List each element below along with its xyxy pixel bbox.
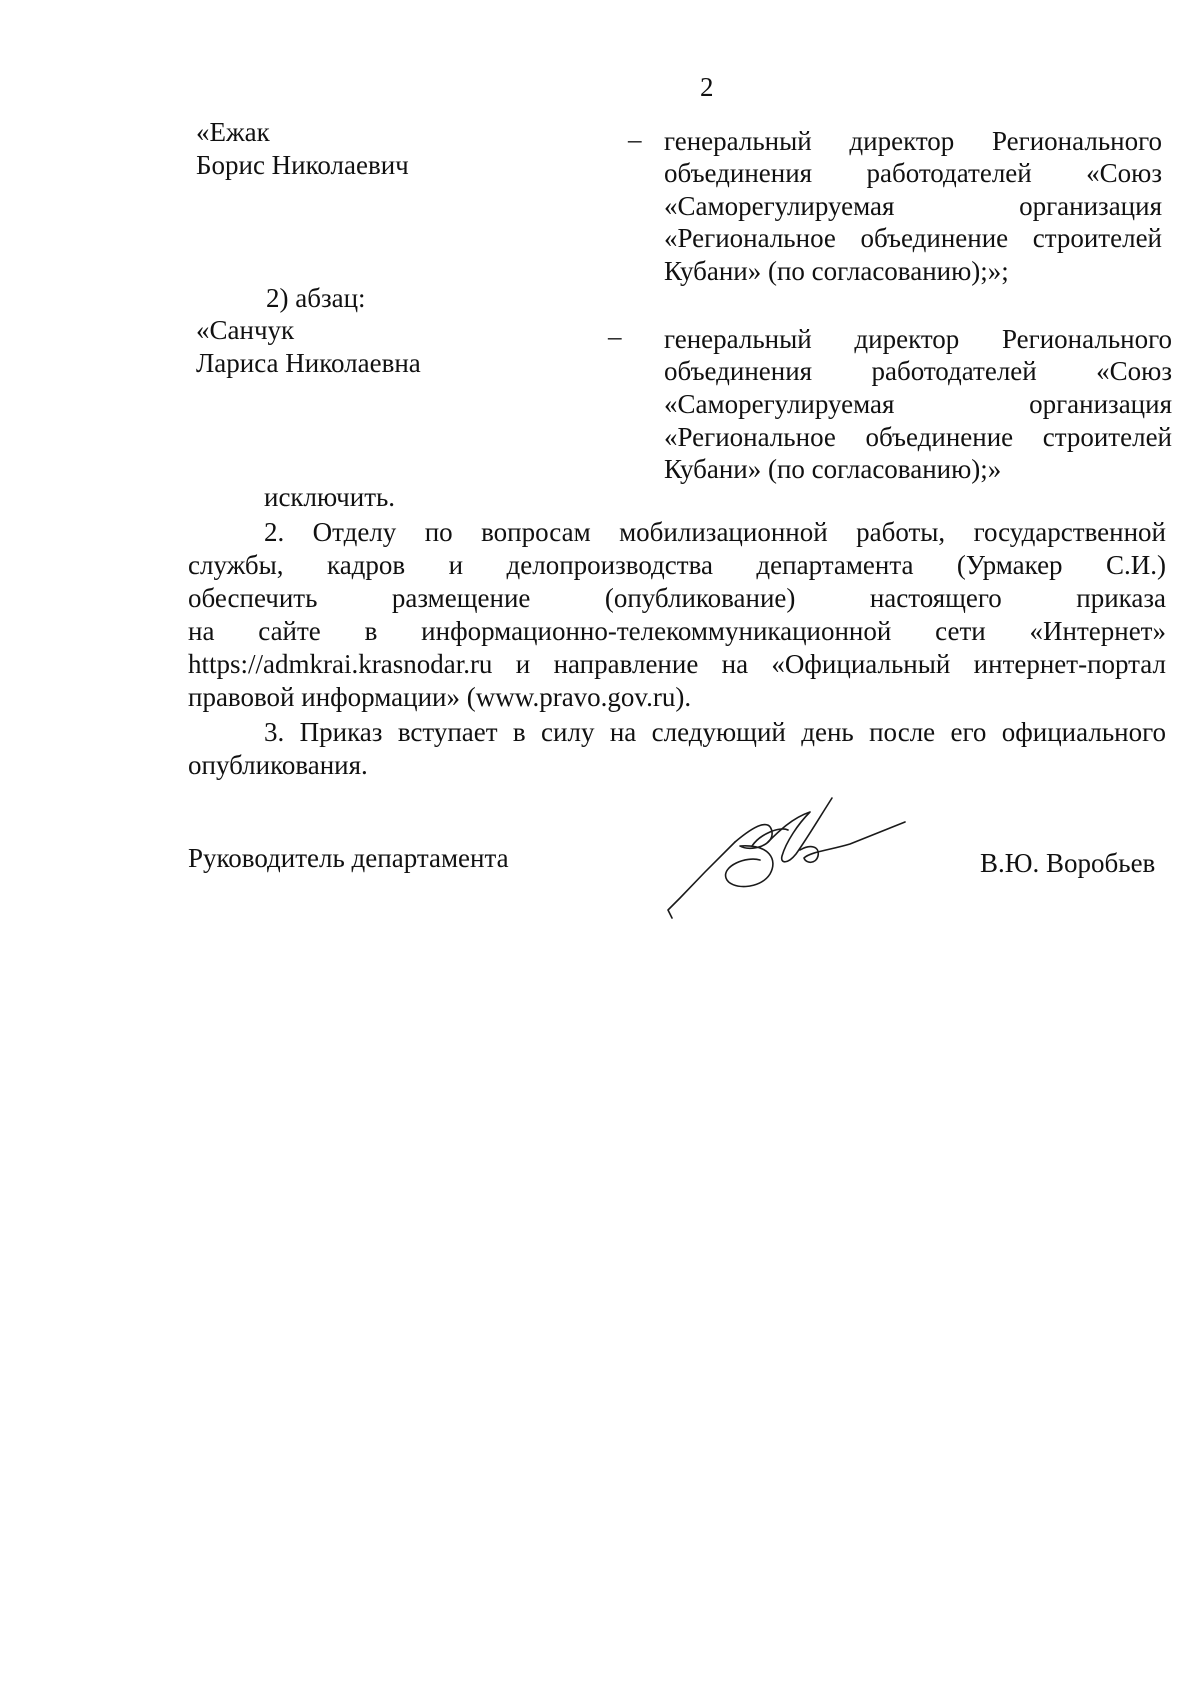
paragraph2-line: службы, кадров и делопроизводства департамента (Урмакер С.И.) (188, 550, 1166, 580)
entry2-desc-line: генеральный директор Регионального (664, 324, 1172, 354)
exclude-text: исключить. (264, 482, 396, 512)
entry2-desc-line: объединения работодателей «Союз (664, 356, 1172, 386)
handwritten-signature-icon (660, 790, 910, 920)
item2-heading: 2) абзац: (266, 283, 366, 313)
paragraph2-line: обеспечить размещение (опубликование) настоящего приказа (188, 583, 1166, 613)
entry1-desc-line: «Саморегулируемая организация (664, 191, 1162, 221)
paragraph2-line: правовой информации» (www.pravo.gov.ru). (188, 682, 692, 712)
paragraph2-line: https://admkrai.krasnodar.ru и направление на «Официальный интернет-портал (188, 649, 1166, 679)
paragraph2-line: на сайте в информационно-телекоммуникационной сети «Интернет» (188, 616, 1166, 646)
entry2-desc-line: «Саморегулируемая организация (664, 389, 1172, 419)
paragraph2-line: 2. Отделу по вопросам мобилизационной работы, государственной (264, 517, 1166, 547)
entry1-desc-line: «Региональное объединение строителей (664, 223, 1162, 253)
entry1-name-line2: Борис Николаевич (196, 150, 409, 180)
entry1-desc-line: Кубани» (по согласованию);»; (664, 256, 1009, 286)
entry2-dash: – (608, 321, 622, 351)
signer-name: В.Ю. Воробьев (980, 848, 1156, 878)
entry1-desc-line: генеральный директор Регионального (664, 126, 1162, 156)
entry1-dash: – (628, 124, 642, 154)
entry1-name-line1: «Ежак (196, 117, 270, 147)
entry2-name-line1: «Санчук (196, 315, 295, 345)
position-title: Руководитель департамента (188, 843, 509, 873)
page-number: 2 (700, 72, 714, 102)
entry2-desc-line: Кубани» (по согласованию);» (664, 454, 1002, 484)
paragraph3-line: 3. Приказ вступает в силу на следующий день после его официального (264, 717, 1166, 747)
entry2-desc-line: «Региональное объединение строителей (664, 422, 1172, 452)
paragraph3-line: опубликования. (188, 750, 368, 780)
entry2-name-line2: Лариса Николаевна (196, 348, 421, 378)
entry1-desc-line: объединения работодателей «Союз (664, 158, 1162, 188)
